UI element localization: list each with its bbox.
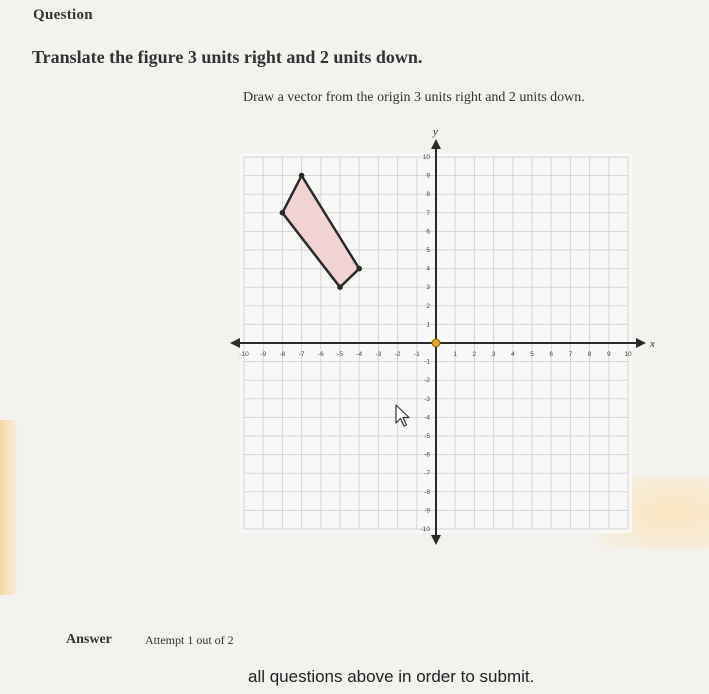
y-tick-label: -1 <box>424 358 430 366</box>
x-tick-label: -1 <box>413 351 420 358</box>
y-tick-label: -10 <box>420 526 430 533</box>
x-tick-label: 2 <box>472 351 477 358</box>
origin-point <box>432 339 440 347</box>
y-tick-label: -3 <box>424 395 430 403</box>
x-axis-arrow-left <box>230 338 240 348</box>
x-tick-label: 9 <box>606 351 611 358</box>
y-tick-label: 10 <box>422 154 430 161</box>
x-tick-label: -2 <box>394 351 401 358</box>
submit-note: all questions above in order to submit. <box>248 667 535 686</box>
y-tick-label: 8 <box>426 191 430 199</box>
x-tick-label: 1 <box>453 351 458 358</box>
x-tick-label: 3 <box>491 351 496 358</box>
y-tick-label: -7 <box>424 470 430 478</box>
question-prompt: Translate the figure 3 units right and 2 units down. <box>32 47 423 67</box>
x-tick-label: -4 <box>356 351 363 358</box>
x-tick-label: -5 <box>337 351 343 358</box>
pointer-arrow-icon <box>395 404 411 428</box>
y-tick-label: 2 <box>426 302 430 310</box>
y-tick-label: -9 <box>424 507 430 515</box>
y-tick-label: 6 <box>426 228 430 236</box>
figure-vertex <box>337 284 343 290</box>
attempt-counter: Attempt 1 out of 2 <box>145 633 234 647</box>
figure-vertex <box>299 173 305 179</box>
y-axis-arrow-up <box>431 139 441 149</box>
x-tick-label: 5 <box>530 351 534 358</box>
x-tick-label: 6 <box>549 351 554 358</box>
y-tick-label: -8 <box>424 488 430 496</box>
x-tick-label: -8 <box>279 351 286 358</box>
y-tick-label: 1 <box>426 321 430 329</box>
x-axis-arrow-right <box>636 338 646 348</box>
x-tick-label: -9 <box>260 351 267 358</box>
y-tick-label: -4 <box>424 414 430 422</box>
y-tick-label: 5 <box>426 247 430 254</box>
y-tick-label: 7 <box>426 209 430 217</box>
y-axis-label: y <box>433 126 438 138</box>
x-tick-label: 7 <box>568 351 573 358</box>
question-heading: Question <box>33 7 93 23</box>
y-tick-label: -5 <box>424 433 430 440</box>
y-tick-label: 9 <box>426 172 430 180</box>
y-tick-label: 3 <box>426 284 430 292</box>
figure-vertex <box>280 210 286 216</box>
x-tick-label: -6 <box>317 351 324 358</box>
graph-instruction: Draw a vector from the origin 3 units right and 2 units down. <box>243 90 585 105</box>
x-tick-label: -3 <box>375 351 382 358</box>
figure-vertex <box>356 266 362 272</box>
x-tick-label: 10 <box>624 351 632 358</box>
x-tick-label: -10 <box>239 351 249 358</box>
y-tick-label: -2 <box>424 377 430 385</box>
y-tick-label: -6 <box>424 451 430 459</box>
y-axis-arrow-down <box>431 535 441 545</box>
x-tick-label: -7 <box>298 351 305 358</box>
x-tick-label: 4 <box>510 351 515 358</box>
y-tick-label: 4 <box>426 265 430 273</box>
x-axis-label: x <box>650 338 655 350</box>
x-tick-label: 8 <box>587 351 592 358</box>
answer-label: Answer <box>66 632 112 647</box>
